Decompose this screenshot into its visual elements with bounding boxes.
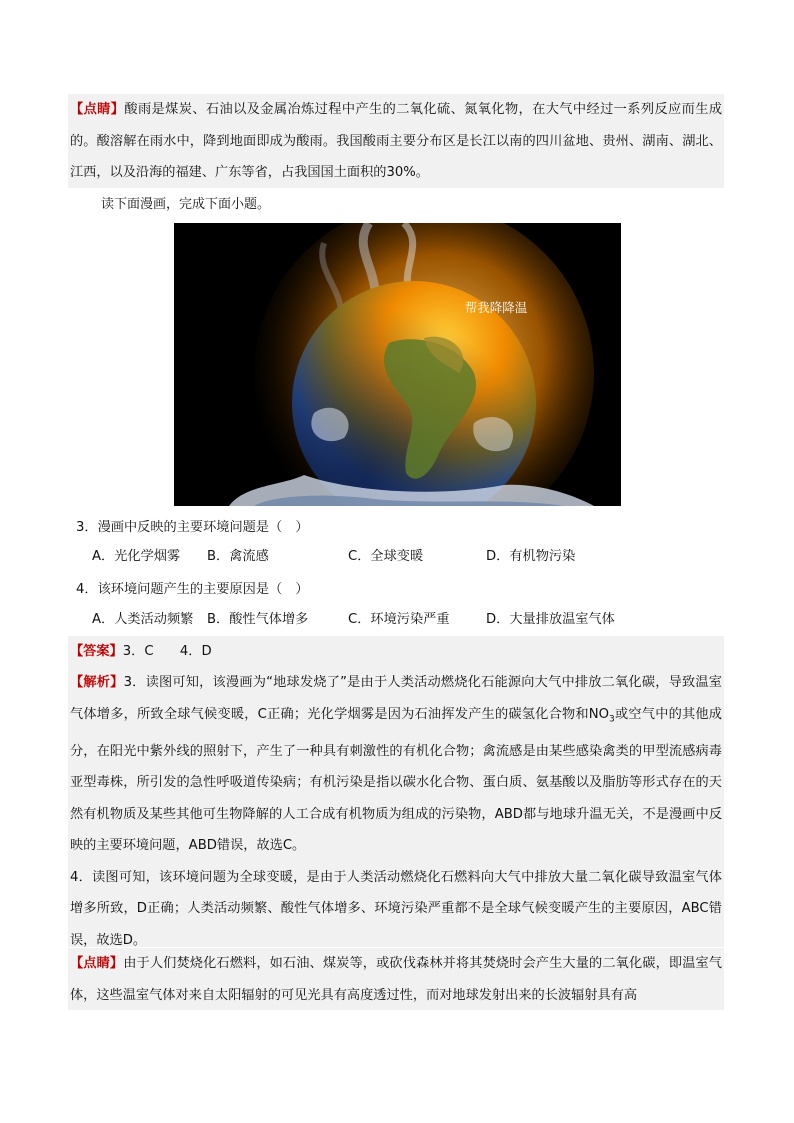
analysis-block [68, 667, 724, 947]
answer-tag: 【答案】 [70, 644, 123, 659]
analysis-q4: 4．读图可知，该环境问题为全球变暖，是由于人类活动燃烧化石燃料向大气中排放大量二氧化碳导致温室气体增多所致，D正确；人类活动频繁、酸性气体增多、环境污染严重都不是全球气候变暖产生的主要原因，ABC错误，故选D。 [70, 869, 722, 948]
answer-block [68, 636, 724, 667]
cartoon-caption: 帮我降降温 [464, 300, 528, 315]
option-b: B．禽流感 [207, 549, 269, 564]
note-block-greenhouse [68, 948, 724, 1010]
note-tag: 【点睛】 [70, 102, 125, 117]
note-text: 酸雨是煤炭、石油以及金属冶炼过程中产生的二氧化硫、氮氧化物，在大气中经过一系列反应而生成的。酸溶解在雨水中，降到地面即成为酸雨。我国酸雨主要分布区是长江以南的四川盆地、贵州、湖南、湖北、江西，以及沿海的福建、广东等省，占我国国土面积的30%。 [70, 102, 723, 180]
question-4-options [92, 604, 615, 635]
option-d: D．有机物污染 [486, 549, 576, 564]
question-4-stem: 4．该环境问题产生的主要原因是（ ） [76, 582, 309, 597]
cartoon-melting-earth [174, 223, 621, 506]
note-text: 由于人们焚烧化石燃料，如石油、煤炭等，或砍伐森林并将其焚烧时会产生大量的二氧化碳，即温室气体，这些温室气体对来自太阳辐射的可见光具有高度透过性，而对地球发射出来的长波辐射具有高 [70, 956, 722, 1003]
note-block-acid-rain [68, 94, 724, 188]
answer-text: 3．C 4．D [122, 644, 212, 659]
analysis-q3: 3．读图可知，该漫画为“地球发烧了”是由于人类活动燃烧化石能源向大气中排放二氧化碳，导致温室气体增多，所致全球气候变暖，C正确；光化学烟雾是因为石油挥发产生的碳氢化合物和$NO_3$或空气中的其他成分，在阳光中紫外线的照射下，产生了一种具有刺激性的有机化合物；禽流感是由某些感染禽类的甲型流感病毒亚型毒株，所引发的急性呼吸道传染病；有机污染是指以碳水化合物、蛋白质、氨基酸以及脂肪等形式存在的天然有机物质及某些其他可生物降解的人工合成有机物质为组成的污染物，ABD都与地球升温无关，不是漫画中反映的主要环境问题，ABD错误，故选C。 [70, 675, 722, 854]
question-instruction: 读下面漫画，完成下面小题。 [101, 197, 271, 212]
question-3-stem: 3．漫画中反映的主要环境问题是（ ） [76, 520, 309, 535]
option-a: A．光化学烟雾 [92, 549, 181, 564]
note-tag: 【点睛】 [70, 956, 124, 971]
analysis-tag: 【解析】 [70, 675, 124, 690]
option-d: D．大量排放温室气体 [486, 612, 615, 627]
option-c: C．环境污染严重 [348, 612, 450, 627]
option-c: C．全球变暖 [348, 549, 424, 564]
option-b: B．酸性气体增多 [207, 612, 309, 627]
option-a: A．人类活动频繁 [92, 612, 194, 627]
question-3-options [92, 541, 575, 572]
